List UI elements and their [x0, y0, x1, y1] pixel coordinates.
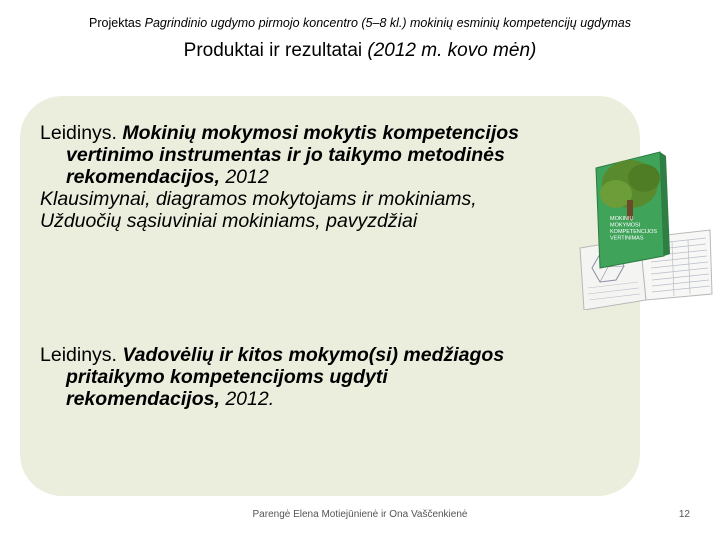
publication-1-line2: Klausimynai, diagramos mokytojams ir mokiniams,: [40, 188, 477, 210]
slide-title: [0, 40, 720, 62]
publication-1-line3: Užduočių sąsiuviniai mokiniams, pavyzdžiai: [40, 210, 418, 232]
publication-2-title-line2-wrap: [40, 366, 600, 388]
publication-1-title-line1: Mokinių mokymosi mokytis kompetencijos: [122, 122, 519, 144]
footer-authors: Parengė Elena Motiejūnienė ir Ona Vaščenkienė: [252, 509, 468, 520]
slide-title-main: Produktai ir rezultatai: [183, 40, 363, 61]
publication-2-title-line1: Vadovėlių ir kitos mokymo(si) medžiagos: [122, 344, 505, 366]
publication-2-title-line3: rekomendacijos,: [66, 388, 220, 410]
publication-2-title-line2: pritaikymo kompetencijoms ugdyti: [66, 366, 388, 388]
publication-2-year: 2012.: [219, 388, 275, 410]
booklet-image: [576, 150, 714, 310]
booklet-illustration: [576, 150, 714, 310]
book-cover: [596, 152, 670, 268]
project-header-prefix: Projektas: [89, 16, 145, 30]
page-number: 12: [678, 509, 690, 520]
publication-1-year: 2012: [219, 166, 269, 188]
project-header: [0, 16, 720, 30]
book-cover-text: MOKINIŲ MOKYMOSI KOMPETENCIJOS VERTINIMAS: [610, 216, 658, 242]
publication-2: [40, 344, 600, 410]
slide-title-date: (2012 m. kovo mėn): [362, 40, 537, 61]
publication-2-title-line3-wrap: [40, 388, 600, 410]
publication-1-title-line3: rekomendacijos,: [66, 166, 220, 188]
project-name: Pagrindinio ugdymo pirmojo koncentro (5–8 kl.) mokinių esminių kompetencijų ugdymas: [144, 16, 631, 30]
publication-1: [40, 122, 600, 232]
publication-1-title-line3-wrap: [40, 166, 600, 188]
publication-2-lead: Leidinys.: [40, 344, 123, 366]
publication-1-title-line2-wrap: [40, 144, 600, 166]
publication-1-lead: Leidinys.: [40, 122, 123, 144]
publication-1-title-line2: vertinimo instrumentas ir jo taikymo metodinės: [66, 144, 505, 166]
